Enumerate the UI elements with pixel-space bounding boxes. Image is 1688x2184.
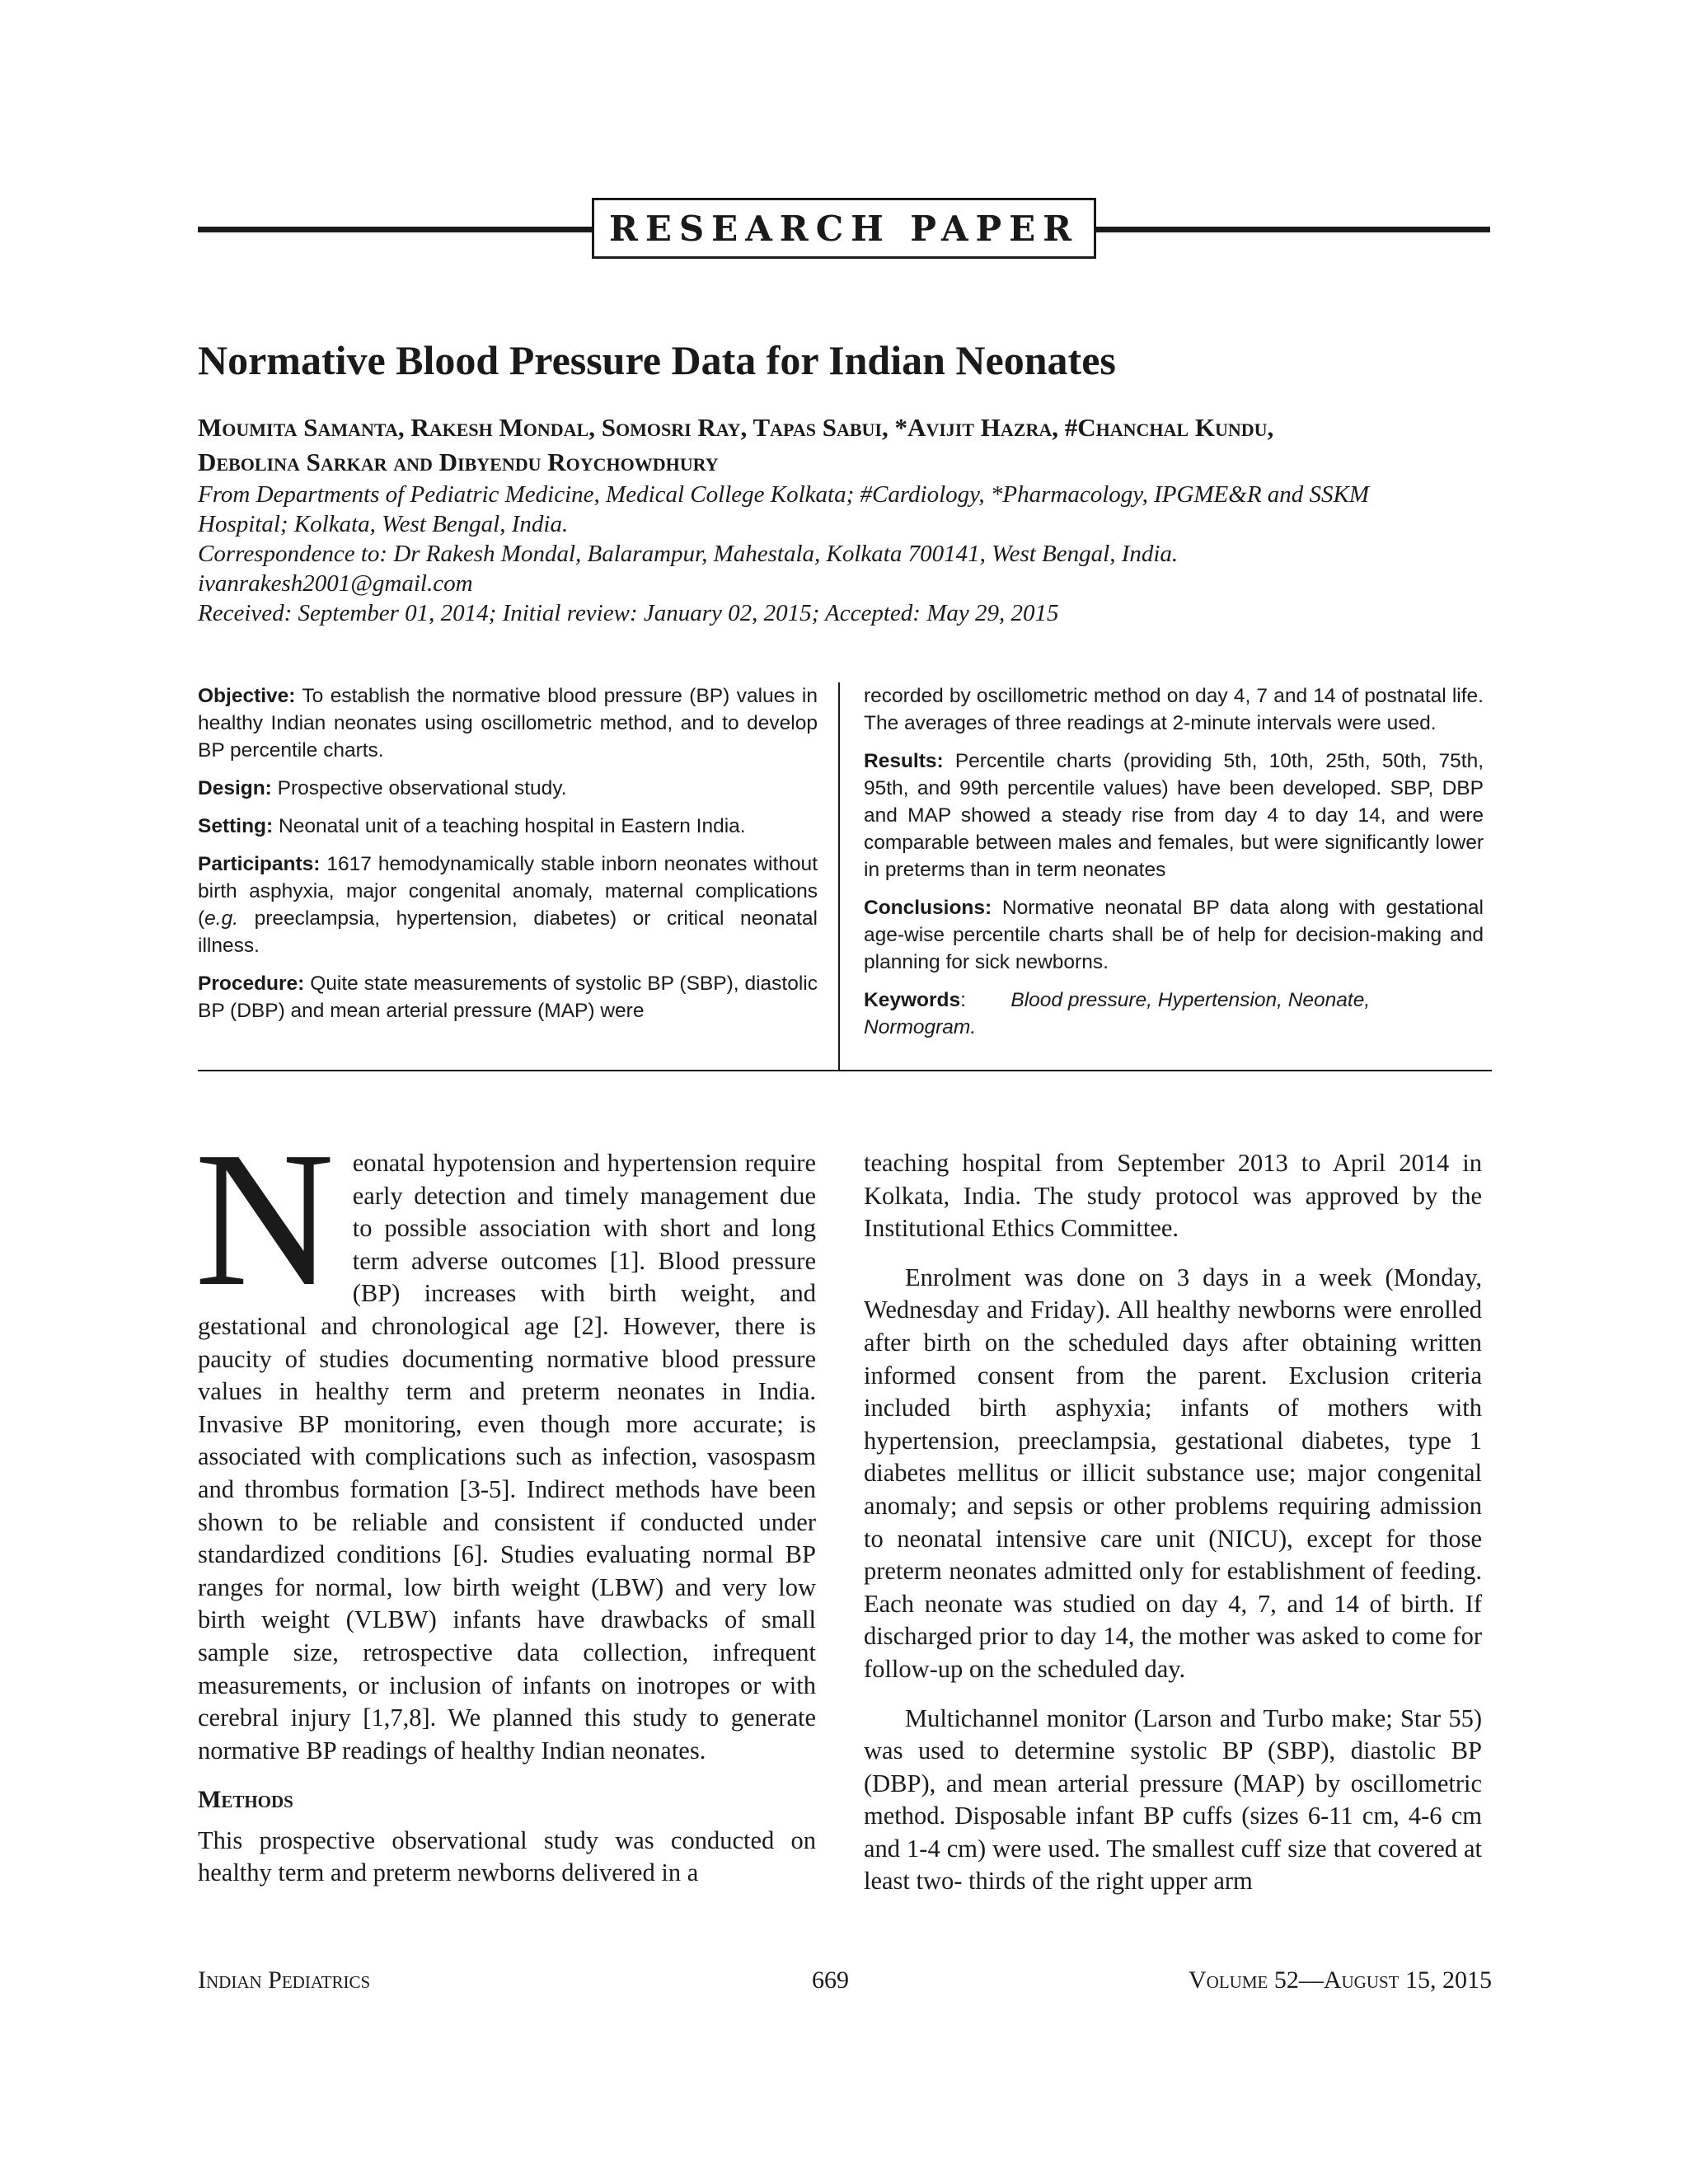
conclusions-text: Normative neonatal BP data along with gestational age-wise percentile charts shall be of help for decision-making and planning for sick newborns. <box>864 897 1484 973</box>
abstract-participants <box>198 851 818 959</box>
abstract-results <box>864 748 1484 883</box>
body-right-column <box>864 1147 1482 1898</box>
abstract-procedure-continued: recorded by oscillometric method on day 4, 7 and 14 of postnatal life. The averages of three readings at 2-minute intervals were used. <box>864 685 1484 734</box>
header-rule-right <box>1095 227 1490 232</box>
abstract-keywords: Keywords: Blood pressure, Hypertension, Neonate, Normogram. <box>864 989 1371 1038</box>
article-title: Normative Blood Pressure Data for Indian Neonates <box>198 337 1116 383</box>
correspondence-label: Correspondence to: <box>198 541 388 567</box>
results-text: Percentile charts (providing 5th, 10th, 25th, 50th, 75th, 95th, and 99th percentile values) have been developed. SBP, DBP and MAP showed a steady rise from day 4 to day 14, and were comparable between males and females, but were significantly lower in preterms than in term neonates <box>864 750 1484 881</box>
abstract-bottom-rule <box>198 1070 1492 1071</box>
section-label: RESEARCH PAPER <box>608 208 1080 249</box>
procedure-label: Procedure: <box>198 972 305 995</box>
affiliation-line-2: Hospital; Kolkata, West Bengal, India. <box>198 511 569 537</box>
drop-cap: N <box>195 1112 335 1326</box>
abstract-column-divider <box>838 682 840 1070</box>
results-label: Results: <box>864 750 944 772</box>
procedure-text: Quite state measurements of systolic BP (SBP), diastolic BP (DBP) and mean arterial pressure (MAP) were <box>198 972 818 1022</box>
keywords-text: Blood pressure, Hypertension, Neonate, Normogram. <box>864 989 1371 1038</box>
article-dates: Received: September 01, 2014; Initial review: January 02, 2015; Accepted: May 29, 2015 <box>198 600 1059 626</box>
email-address: ivanrakesh2001@gmail.com <box>198 570 473 597</box>
affiliation-line-1: From Departments of Pediatric Medicine, Medical College Kolkata; #Cardiology, *Pharmacology, IPGME&R and SSKM <box>198 481 1370 508</box>
methods-paragraph-continued: teaching hospital from September 2013 to April 2014 in Kolkata, India. The study protocol was approved by the Institutional Ethics Committee. <box>864 1149 1482 1243</box>
objective-text: To establish the normative blood pressure (BP) values in healthy Indian neonates using oscillometric method, and to develop BP percentile charts. <box>198 685 818 762</box>
setting-label: Setting: <box>198 815 274 837</box>
section-label-box <box>592 198 1096 259</box>
abstract-setting <box>198 813 818 840</box>
participants-label: Participants: <box>198 853 321 875</box>
correspondence <box>198 539 1492 569</box>
intro-paragraph <box>195 1112 816 1767</box>
authors-line-2: Debolina Sarkar and Dibyendu Roychowdhury <box>198 448 719 476</box>
objective-label: Objective: <box>198 685 296 707</box>
page-number: 669 <box>812 1966 849 1994</box>
author-list <box>198 410 1492 480</box>
monitor-paragraph: Multichannel monitor (Larson and Turbo make; Star 55) was used to determine systolic BP (SBP), diastolic BP (DBP), and mean arterial pressure (MAP) by oscillometric method. Disposable infant BP cuffs (sizes 6-11 cm, 4-6 cm and 1-4 cm) were used. The smallest cuff size that covered at least two- thirds of the right upper arm <box>864 1704 1482 1896</box>
participants-text-2: preeclampsia, hypertension, diabetes) or critical neonatal illness. <box>198 907 818 957</box>
journal-name: Indian Pediatrics <box>198 1966 371 1994</box>
authors-line-1: Moumita Samanta, Rakesh Mondal, Somosri Ray, Tapas Sabui, *Avijit Hazra, #Chanchal Kundu, <box>198 413 1274 442</box>
conclusions-label: Conclusions: <box>864 897 992 919</box>
abstract-design <box>198 775 818 802</box>
abstract-left-column <box>198 682 818 1035</box>
keywords-label: Keywords <box>864 989 961 1011</box>
body-left-column <box>195 1112 816 1890</box>
setting-text: Neonatal unit of a teaching hospital in Eastern India. <box>273 815 746 837</box>
enrolment-paragraph: Enrolment was done on 3 days in a week (Monday, Wednesday and Friday). All healthy newborns were enrolled after birth on the scheduled days after obtaining written informed consent from the parent. Exclusion criteria included birth asphyxia; infants of mothers with hypertension, preeclampsia, gestational diabetes, type 1 diabetes mellitus or illicit substance use; major congenital anomaly; and sepsis or other problems requiring admission to neonatal intensive care unit (NICU), except for those preterm neonates admitted only for establishment of feeding. Each neonate was studied on day 4, 7, and 14 of birth. If discharged prior to day 14, the mother was asked to come for follow-up on the scheduled day. <box>864 1263 1482 1683</box>
header-rule-left <box>198 227 593 232</box>
intro-text: eonatal hypotension and hypertension require early detection and timely management due to possible association with short and long term adverse outcomes [1]. Blood pressure (BP) increases with birth weight, and gestational and chronological age [2]. However, there is paucity of studies documenting normative blood pressure values in healthy term and preterm neonates in India. Invasive BP monitoring, even though more accurate; is associated with complications such as infection, vasospasm and thrombus formation [3-5]. Indirect methods have been shown to be reliable and consistent if conducted under standardized conditions [6]. Studies evaluating normal BP ranges for normal, low birth weight (LBW) and very low birth weight (VLBW) infants have drawbacks of small sample size, retrospective data collection, infrequent measurements, or inclusion of infants on inotropes or with cerebral injury [1,7,8]. We planned this study to generate normative BP readings of healthy Indian neonates. <box>198 1149 816 1765</box>
abstract-conclusions <box>864 894 1484 976</box>
abstract-right-column <box>864 682 1484 1052</box>
abstract-procedure <box>198 970 818 1024</box>
methods-heading: Methods <box>198 1786 293 1814</box>
correspondence-text: Dr Rakesh Mondal, Balarampur, Mahestala, Kolkata 700141, West Bengal, India. <box>387 541 1179 567</box>
design-label: Design: <box>198 777 272 799</box>
methods-paragraph-start: This prospective observational study was conducted on healthy term and preterm newborns delivered in a <box>198 1825 816 1887</box>
design-text: Prospective observational study. <box>271 777 567 799</box>
volume-date: Volume 52—August 15, 2015 <box>1189 1966 1492 1994</box>
abstract-objective <box>198 682 818 764</box>
participants-eg: e.g. <box>204 907 239 930</box>
participants-text-1: 1617 hemodynamically stable inborn neonates without birth asphyxia, major congenital anomaly, maternal complications ( <box>198 853 818 930</box>
